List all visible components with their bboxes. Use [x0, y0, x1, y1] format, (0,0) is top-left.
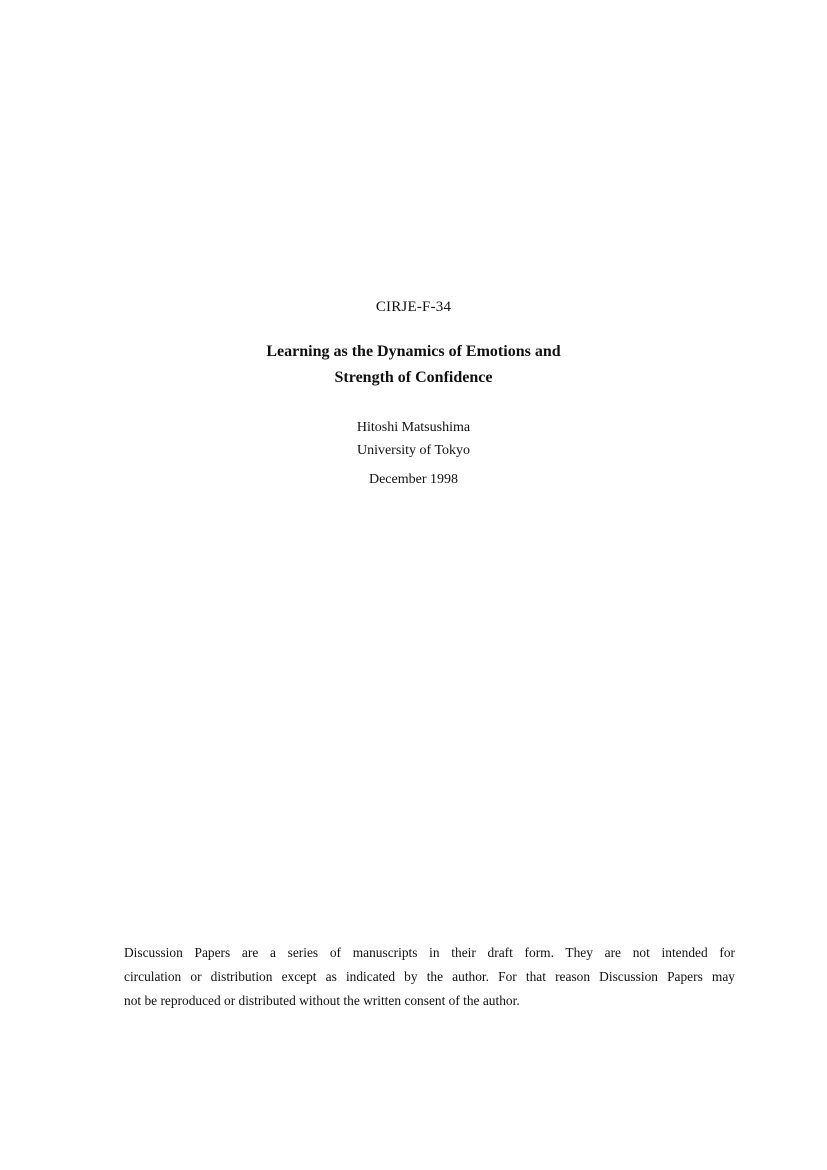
title-line: Strength of Confidence — [334, 369, 493, 386]
disclaimer-line: circulation or distribution except as indicated by the author. For that reason Discussion Papers may — [124, 969, 735, 984]
disclaimer-line: not be reproduced or distributed without the written consent of the author. — [124, 993, 520, 1008]
author-name: Hitoshi Matsushima — [356, 420, 471, 435]
disclaimer-line: Discussion Papers are a series of manuscripts in their draft form. They are not intended for — [124, 945, 735, 960]
publication-date: December 1998 — [368, 472, 459, 487]
disclaimer-notice — [124, 941, 735, 1013]
author-affiliation: University of Tokyo — [356, 443, 471, 458]
title-line: Learning as the Dynamics of Emotions and — [266, 343, 561, 360]
paper-title — [0, 339, 827, 391]
paper-id: CIRJE-F-34 — [375, 299, 452, 315]
